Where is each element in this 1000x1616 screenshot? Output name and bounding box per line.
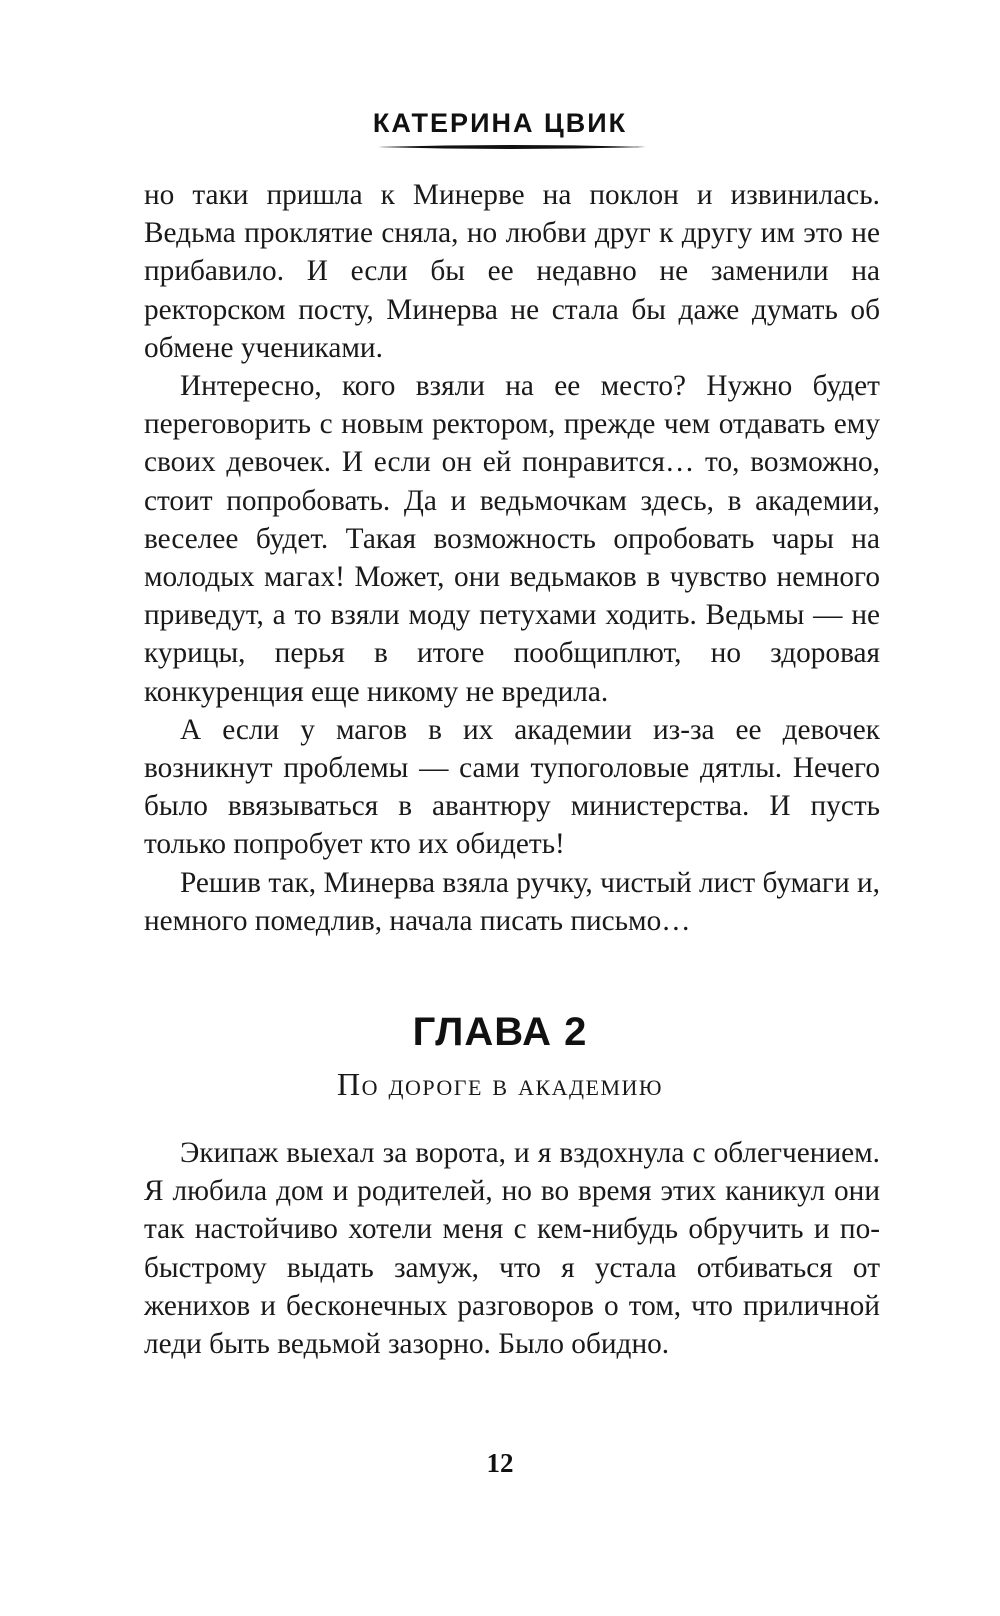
- running-header-author: КАТЕРИНА ЦВИК: [372, 108, 628, 138]
- page-number: 12: [486, 1448, 514, 1478]
- header-rule-ornament: [378, 144, 646, 150]
- text-block-after-chapter: [144, 1134, 880, 1363]
- text-block-before-chapter: [144, 176, 880, 940]
- chapter-subtitle: По дороге в академию: [336, 1066, 664, 1102]
- paragraph: но таки пришла к Минерве на поклон и извинилась. Ведьма проклятие сняла, но любви друг к другу им это не прибавило. И если бы ее недавно не заменили на ректорском посту, Минерва не стала бы даже думать об обмене учениками.: [144, 179, 880, 364]
- paragraph: Решив так, Минерва взяла ручку, чистый лист бумаги и, немного помедлив, начала писать письмо…: [144, 866, 880, 937]
- paragraph: Экипаж выехал за ворота, и я вздохнула с облегчением. Я любила дом и родителей, но во время этих каникул они так настойчиво хотели меня с кем-нибудь обручить и по-быстрому выдать замуж, что я устала отбиваться от женихов и бесконечных разговоров о том, что приличной леди быть ведьмой зазорно. Было обидно.: [144, 1137, 880, 1361]
- chapter-title: ГЛАВА 2: [412, 1010, 588, 1054]
- paragraph: Интересно, кого взяли на ее место? Нужно будет переговорить с новым ректором, прежде чем отдавать ему своих девочек. И если он ей понравится… то, возможно, стоит попробовать. Да и ведьмочкам здесь, в академии, веселее будет. Такая возможность опробовать чары на молодых магах! Может, они ведьмаков в чувство немного приведут, а то взяли моду петухами ходить. Ведьмы — не курицы, перья в итоге пообщиплют, но здоровая конкуренция еще никому не вредила.: [144, 370, 880, 708]
- paragraph: А если у магов в их академии из-за ее девочек возникнут проблемы — сами тупоголовые дятлы. Нечего было ввязываться в авантюру министерства. И пусть только попробует кто их обидеть!: [144, 713, 880, 861]
